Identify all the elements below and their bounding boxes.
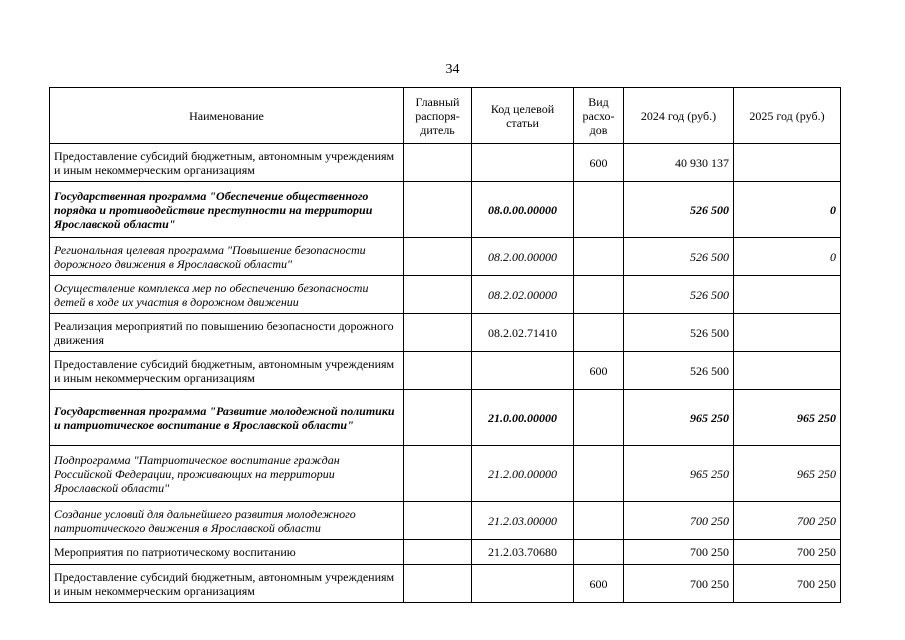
row-code: 08.2.02.71410 xyxy=(472,314,574,352)
row-2024: 526 500 xyxy=(624,238,734,276)
row-admin xyxy=(404,446,472,502)
row-name: Предоставление субсидий бюджетным, автономным учреждениям и иным некоммерческим организациям xyxy=(50,565,404,603)
row-2025 xyxy=(734,352,841,390)
row-name: Региональная целевая программа "Повышение безопасности дорожного движения в Ярославской области" xyxy=(50,238,404,276)
header-2025: 2025 год (руб.) xyxy=(734,88,841,144)
row-2025: 700 250 xyxy=(734,540,841,565)
row-type: 600 xyxy=(574,352,624,390)
row-type: 600 xyxy=(574,565,624,603)
table-row xyxy=(50,314,841,352)
row-admin xyxy=(404,352,472,390)
row-code: 08.0.00.00000 xyxy=(472,182,574,238)
row-type xyxy=(574,276,624,314)
row-2024: 526 500 xyxy=(624,352,734,390)
row-type xyxy=(574,314,624,352)
row-admin xyxy=(404,182,472,238)
row-admin xyxy=(404,144,472,182)
row-2025 xyxy=(734,314,841,352)
header-type: Вид расхо-дов xyxy=(574,88,624,144)
header-admin: Главный распоря-дитель xyxy=(404,88,472,144)
row-2025: 700 250 xyxy=(734,502,841,540)
table-row xyxy=(50,182,841,238)
row-admin xyxy=(404,540,472,565)
budget-table xyxy=(49,87,841,603)
table-header-row xyxy=(50,88,841,144)
row-2024: 526 500 xyxy=(624,182,734,238)
table-row xyxy=(50,390,841,446)
page-number: 34 xyxy=(445,62,460,77)
table-row xyxy=(50,446,841,502)
row-2025: 0 xyxy=(734,182,841,238)
row-name: Подпрограмма "Патриотическое воспитание граждан Российской Федерации, проживающих на территории Ярославской области" xyxy=(50,446,404,502)
row-name: Государственная программа "Развитие молодежной политики и патриотическое воспитание в Ярославской области" xyxy=(50,390,404,446)
row-2025: 0 xyxy=(734,238,841,276)
row-2025: 965 250 xyxy=(734,446,841,502)
row-code: 21.2.03.70680 xyxy=(472,540,574,565)
row-2024: 700 250 xyxy=(624,540,734,565)
table-row xyxy=(50,238,841,276)
row-type xyxy=(574,182,624,238)
row-admin xyxy=(404,238,472,276)
row-admin xyxy=(404,390,472,446)
row-type xyxy=(574,540,624,565)
row-name: Реализация мероприятий по повышению безопасности дорожного движения xyxy=(50,314,404,352)
row-name: Мероприятия по патриотическому воспитанию xyxy=(50,540,404,565)
row-code: 21.2.00.00000 xyxy=(472,446,574,502)
header-code: Код целевой статьи xyxy=(472,88,574,144)
header-name: Наименование xyxy=(50,88,404,144)
row-name: Осуществление комплекса мер по обеспечению безопасности детей в ходе их участия в дорожном движении xyxy=(50,276,404,314)
row-admin xyxy=(404,314,472,352)
row-code: 08.2.00.00000 xyxy=(472,238,574,276)
row-name: Предоставление субсидий бюджетным, автономным учреждениям и иным некоммерческим организациям xyxy=(50,144,404,182)
row-admin xyxy=(404,565,472,603)
row-type xyxy=(574,446,624,502)
table-row xyxy=(50,565,841,603)
table-row xyxy=(50,276,841,314)
row-admin xyxy=(404,502,472,540)
table-row xyxy=(50,144,841,182)
row-2025 xyxy=(734,144,841,182)
row-2025: 700 250 xyxy=(734,565,841,603)
row-2024: 526 500 xyxy=(624,314,734,352)
row-code xyxy=(472,352,574,390)
row-2024: 40 930 137 xyxy=(624,144,734,182)
row-type xyxy=(574,238,624,276)
row-code: 08.2.02.00000 xyxy=(472,276,574,314)
row-2024: 965 250 xyxy=(624,446,734,502)
row-name: Государственная программа "Обеспечение общественного порядка и противодействие преступности на территории Ярославской области" xyxy=(50,182,404,238)
row-name: Создание условий для дальнейшего развития молодежного патриотического движения в Ярославской области xyxy=(50,502,404,540)
row-type xyxy=(574,390,624,446)
row-admin xyxy=(404,276,472,314)
row-type: 600 xyxy=(574,144,624,182)
table-row xyxy=(50,502,841,540)
row-type xyxy=(574,502,624,540)
row-2024: 526 500 xyxy=(624,276,734,314)
row-2024: 700 250 xyxy=(624,565,734,603)
row-code: 21.2.03.00000 xyxy=(472,502,574,540)
row-name: Предоставление субсидий бюджетным, автономным учреждениям и иным некоммерческим организациям xyxy=(50,352,404,390)
row-2024: 700 250 xyxy=(624,502,734,540)
table-row xyxy=(50,540,841,565)
row-code: 21.0.00.00000 xyxy=(472,390,574,446)
row-2024: 965 250 xyxy=(624,390,734,446)
table-row xyxy=(50,352,841,390)
header-2024: 2024 год (руб.) xyxy=(624,88,734,144)
row-code xyxy=(472,565,574,603)
row-2025: 965 250 xyxy=(734,390,841,446)
row-code xyxy=(472,144,574,182)
row-2025 xyxy=(734,276,841,314)
